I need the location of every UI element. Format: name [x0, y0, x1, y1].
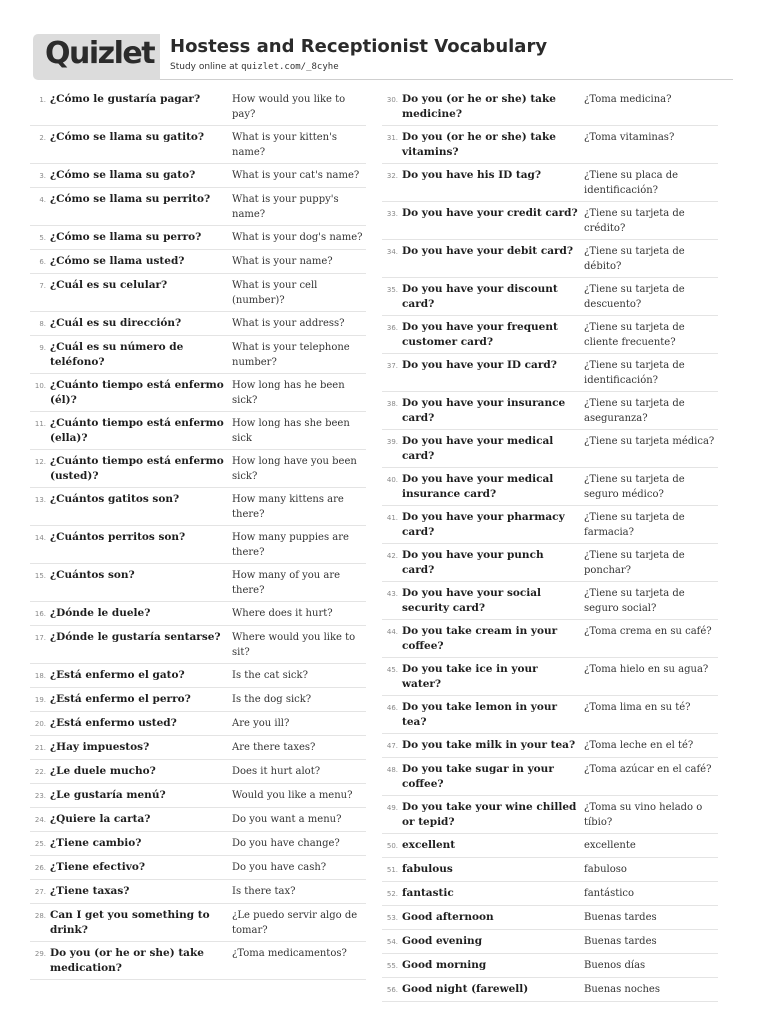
vocab-term: ¿Cuánto tiempo está enfermo (él)?	[50, 379, 224, 406]
vocab-row	[30, 250, 366, 274]
vocab-definition: ¿Toma hielo en su agua?	[584, 664, 709, 675]
item-number: 21.	[34, 744, 46, 752]
item-number: 18.	[34, 672, 46, 680]
vocab-term: Do you (or he or she) take medicine?	[402, 93, 556, 120]
vocab-term: fabulous	[402, 863, 453, 875]
vocab-definition: ¿Toma medicamentos?	[232, 948, 347, 959]
item-number: 38.	[386, 400, 398, 408]
item-number: 53.	[386, 914, 398, 922]
vocab-row	[30, 226, 366, 250]
vocab-term: ¿Está enfermo usted?	[50, 717, 177, 729]
item-number: 55.	[386, 962, 398, 970]
vocab-definition: ¿Toma vitaminas?	[584, 132, 675, 143]
quizlet-logo[interactable]	[33, 34, 160, 80]
vocab-row	[30, 126, 366, 164]
item-number: 12.	[34, 458, 46, 466]
vocab-term: ¿Cómo se llama su gato?	[50, 169, 196, 181]
vocab-row	[30, 942, 366, 980]
item-number: 46.	[386, 704, 398, 712]
vocab-term: ¿Está enfermo el gato?	[50, 669, 185, 681]
item-number: 29.	[34, 950, 46, 958]
vocab-definition: ¿Toma medicina?	[584, 94, 672, 105]
vocab-term: Do you have your discount card?	[402, 283, 558, 310]
vocab-row	[382, 834, 718, 858]
vocab-term: ¿Hay impuestos?	[50, 741, 150, 753]
item-number: 5.	[39, 234, 46, 242]
vocab-term: ¿Cuál es su celular?	[50, 279, 168, 291]
vocab-term: Can I get you something to drink?	[50, 909, 210, 936]
vocab-term: ¿Cuál es su dirección?	[50, 317, 182, 329]
vocab-term: Do you take sugar in your coffee?	[402, 763, 554, 790]
vocab-row	[382, 620, 718, 658]
vocab-definition: fabuloso	[584, 864, 627, 875]
vocab-definition: ¿Tiene su tarjeta de aseguranza?	[584, 398, 685, 424]
vocab-row	[382, 88, 718, 126]
vocab-row	[30, 688, 366, 712]
vocab-definition: ¿Tiene su tarjeta de seguro social?	[584, 588, 685, 614]
vocab-term: ¿Cómo se llama su perrito?	[50, 193, 211, 205]
left-column	[30, 88, 366, 980]
vocab-definition: How many puppies are there?	[232, 532, 349, 558]
vocab-definition: Are you ill?	[232, 718, 290, 729]
vocab-definition: What is your cell (number)?	[232, 280, 318, 306]
vocab-definition: ¿Toma azúcar en el café?	[584, 764, 712, 775]
vocab-definition: ¿Tiene su tarjeta de identificación?	[584, 360, 685, 386]
item-number: 37.	[386, 362, 398, 370]
vocab-definition: Is the cat sick?	[232, 670, 308, 681]
item-number: 11.	[34, 420, 46, 428]
vocab-row	[382, 882, 718, 906]
item-number: 44.	[386, 628, 398, 636]
vocab-definition: ¿Toma crema en su café?	[584, 626, 712, 637]
vocab-row	[30, 712, 366, 736]
vocab-row	[382, 468, 718, 506]
vocab-row	[30, 526, 366, 564]
vocab-row	[30, 336, 366, 374]
item-number: 17.	[34, 634, 46, 642]
vocab-row	[382, 858, 718, 882]
study-url-link[interactable]: quizlet.com/_8cyhe	[241, 62, 339, 72]
vocab-row	[30, 412, 366, 450]
vocab-row	[382, 354, 718, 392]
vocab-row	[382, 392, 718, 430]
header-divider	[160, 79, 733, 80]
vocab-row	[382, 758, 718, 796]
item-number: 54.	[386, 938, 398, 946]
vocab-row	[30, 832, 366, 856]
item-number: 47.	[386, 742, 398, 750]
vocab-term: Good evening	[402, 935, 483, 947]
vocab-term: Do you have your ID card?	[402, 359, 557, 371]
vocab-row	[382, 978, 718, 1002]
item-number: 42.	[386, 552, 398, 560]
vocab-term: ¿Cuánto tiempo está enfermo (usted)?	[50, 455, 224, 482]
vocab-row	[382, 278, 718, 316]
item-number: 16.	[34, 610, 46, 618]
item-number: 39.	[386, 438, 398, 446]
item-number: 50.	[386, 842, 398, 850]
vocab-definition: fantástico	[584, 888, 635, 899]
item-number: 36.	[386, 324, 398, 332]
item-number: 25.	[34, 840, 46, 848]
vocab-row	[30, 88, 366, 126]
vocab-term: ¿Tiene cambio?	[50, 837, 142, 849]
vocab-definition: ¿Tiene su tarjeta de farmacia?	[584, 512, 685, 538]
vocab-term: fantastic	[402, 887, 454, 899]
vocab-term: Do you have your insurance card?	[402, 397, 566, 424]
vocab-term: ¿Cómo le gustaría pagar?	[50, 93, 201, 105]
vocab-definition: Buenas tardes	[584, 912, 657, 923]
vocab-definition: Does it hurt alot?	[232, 766, 321, 777]
vocab-row	[382, 316, 718, 354]
vocab-definition: ¿Tiene su tarjeta de ponchar?	[584, 550, 685, 576]
vocab-definition: Are there taxes?	[232, 742, 316, 753]
vocab-row	[382, 734, 718, 758]
vocab-term: ¿Le duele mucho?	[50, 765, 156, 777]
vocab-row	[30, 784, 366, 808]
vocab-term: ¿Cuántos perritos son?	[50, 531, 186, 543]
vocab-row	[30, 312, 366, 336]
vocab-definition: How long have you been sick?	[232, 456, 357, 482]
vocab-term: Do you have your medical insurance card?	[402, 473, 554, 500]
vocab-row	[382, 796, 718, 834]
vocab-term: ¿Cuál es su número de teléfono?	[50, 341, 184, 368]
vocab-definition: What is your kitten's name?	[232, 132, 337, 158]
vocab-definition: ¿Toma lima en su té?	[584, 702, 691, 713]
vocab-term: ¿Cómo se llama su perro?	[50, 231, 202, 243]
vocab-term: ¿Le gustaría menú?	[50, 789, 166, 801]
vocab-definition: How many of you are there?	[232, 570, 341, 596]
item-number: 33.	[386, 210, 398, 218]
vocab-term: ¿Está enfermo el perro?	[50, 693, 191, 705]
vocab-row	[30, 488, 366, 526]
vocab-term: Do you have your medical card?	[402, 435, 554, 462]
vocab-term: Good morning	[402, 959, 487, 971]
item-number: 41.	[386, 514, 398, 522]
vocab-row	[30, 808, 366, 832]
vocab-row	[382, 202, 718, 240]
vocab-term: excellent	[402, 839, 456, 851]
vocab-row	[30, 626, 366, 664]
item-number: 56.	[386, 986, 398, 994]
item-number: 8.	[39, 320, 46, 328]
vocab-term: Do you (or he or she) take medication?	[50, 947, 204, 974]
item-number: 20.	[34, 720, 46, 728]
vocab-definition: Is the dog sick?	[232, 694, 312, 705]
item-number: 7.	[39, 282, 46, 290]
vocab-term: Do you have your debit card?	[402, 245, 574, 257]
vocab-definition: Buenas noches	[584, 984, 660, 995]
vocab-term: ¿Cuánto tiempo está enfermo (ella)?	[50, 417, 224, 444]
vocab-term: ¿Quiere la carta?	[50, 813, 151, 825]
vocab-term: ¿Cómo se llama usted?	[50, 255, 185, 267]
vocab-definition: Buenos días	[584, 960, 646, 971]
vocab-definition: Would you like a menu?	[232, 790, 353, 801]
vocab-definition: ¿Toma su vino helado o tíbio?	[584, 802, 703, 828]
item-number: 49.	[386, 804, 398, 812]
vocab-row	[30, 564, 366, 602]
vocab-row	[30, 274, 366, 312]
item-number: 48.	[386, 766, 398, 774]
page-title: Hostess and Receptionist Vocabulary	[170, 36, 548, 57]
vocab-row	[382, 430, 718, 468]
vocab-definition: Is there tax?	[232, 886, 296, 897]
vocab-definition: How long has she been sick	[232, 418, 350, 444]
vocab-term: Do you have your frequent customer card?	[402, 321, 558, 348]
vocab-row	[30, 904, 366, 942]
vocab-definition: What is your cat's name?	[232, 170, 360, 181]
vocab-definition: How would you like to pay?	[232, 94, 346, 120]
vocab-term: Good night (farewell)	[402, 983, 529, 995]
vocab-term: Do you have your credit card?	[402, 207, 578, 219]
vocab-definition: ¿Tiene su tarjeta de seguro médico?	[584, 474, 685, 500]
right-column	[382, 88, 718, 1002]
item-number: 15.	[34, 572, 46, 580]
vocab-definition: Buenas tardes	[584, 936, 657, 947]
study-online-line	[170, 62, 339, 72]
vocab-definition: ¿Toma leche en el té?	[584, 740, 694, 751]
item-number: 52.	[386, 890, 398, 898]
vocab-row	[30, 602, 366, 626]
vocab-row	[30, 880, 366, 904]
item-number: 9.	[39, 344, 46, 352]
vocab-definition: ¿Tiene su placa de identificación?	[584, 170, 679, 196]
item-number: 13.	[34, 496, 46, 504]
vocab-definition: ¿Tiene su tarjeta de cliente frecuente?	[584, 322, 685, 348]
vocab-definition: What is your dog's name?	[232, 232, 363, 243]
item-number: 34.	[386, 248, 398, 256]
item-number: 31.	[386, 134, 398, 142]
vocab-definition: Where does it hurt?	[232, 608, 333, 619]
vocab-term: ¿Cuántos son?	[50, 569, 135, 581]
item-number: 28.	[34, 912, 46, 920]
item-number: 4.	[39, 196, 46, 204]
vocab-row	[382, 582, 718, 620]
vocab-definition: ¿Tiene su tarjeta de crédito?	[584, 208, 685, 234]
item-number: 14.	[34, 534, 46, 542]
vocab-definition: Where would you like to sit?	[232, 632, 356, 658]
item-number: 24.	[34, 816, 46, 824]
vocab-row	[30, 164, 366, 188]
item-number: 40.	[386, 476, 398, 484]
vocab-definition: ¿Le puedo servir algo de tomar?	[232, 910, 358, 936]
item-number: 51.	[386, 866, 398, 874]
vocab-definition: ¿Tiene su tarjeta de débito?	[584, 246, 685, 272]
item-number: 30.	[386, 96, 398, 104]
vocab-term: ¿Tiene efectivo?	[50, 861, 145, 873]
vocab-term: Good afternoon	[402, 911, 494, 923]
vocab-definition: What is your telephone number?	[232, 342, 350, 368]
item-number: 43.	[386, 590, 398, 598]
item-number: 10.	[34, 382, 46, 390]
item-number: 32.	[386, 172, 398, 180]
vocab-definition: ¿Tiene su tarjeta de descuento?	[584, 284, 685, 310]
vocab-definition: What is your puppy's name?	[232, 194, 339, 220]
vocab-definition: ¿Tiene su tarjeta médica?	[584, 436, 715, 447]
vocab-term: ¿Cuántos gatitos son?	[50, 493, 180, 505]
vocab-term: Do you have your social security card?	[402, 587, 542, 614]
logo-text: Quizlet	[45, 36, 155, 71]
item-number: 19.	[34, 696, 46, 704]
vocab-row	[382, 506, 718, 544]
vocab-row	[382, 930, 718, 954]
vocab-definition: excellente	[584, 840, 636, 851]
vocab-term: Do you have his ID tag?	[402, 169, 542, 181]
vocab-row	[30, 760, 366, 784]
item-number: 45.	[386, 666, 398, 674]
vocab-row	[30, 664, 366, 688]
vocab-definition: Do you want a menu?	[232, 814, 342, 825]
vocab-definition: What is your name?	[232, 256, 333, 267]
page-header	[33, 34, 733, 80]
item-number: 26.	[34, 864, 46, 872]
item-number: 22.	[34, 768, 46, 776]
vocab-term: ¿Cómo se llama su gatito?	[50, 131, 205, 143]
item-number: 1.	[39, 96, 46, 104]
vocab-term: Do you have your pharmacy card?	[402, 511, 565, 538]
vocab-row	[382, 240, 718, 278]
vocab-row	[382, 906, 718, 930]
item-number: 35.	[386, 286, 398, 294]
vocab-row	[30, 374, 366, 412]
item-number: 23.	[34, 792, 46, 800]
vocab-term: Do you (or he or she) take vitamins?	[402, 131, 556, 158]
vocab-term: Do you take cream in your coffee?	[402, 625, 558, 652]
subtitle-prefix: Study online at	[170, 62, 242, 72]
vocab-definition: What is your address?	[232, 318, 345, 329]
vocab-term: ¿Dónde le gustaría sentarse?	[50, 631, 221, 643]
item-number: 27.	[34, 888, 46, 896]
vocab-row	[30, 736, 366, 760]
vocab-term: Do you take milk in your tea?	[402, 739, 576, 751]
vocab-term: Do you have your punch card?	[402, 549, 544, 576]
vocab-row	[30, 188, 366, 226]
vocab-row	[382, 544, 718, 582]
item-number: 3.	[39, 172, 46, 180]
vocab-row	[382, 658, 718, 696]
vocab-term: ¿Dónde le duele?	[50, 607, 151, 619]
vocab-term: ¿Tiene taxas?	[50, 885, 130, 897]
item-number: 2.	[39, 134, 46, 142]
vocab-row	[30, 450, 366, 488]
vocab-definition: How long has he been sick?	[232, 380, 345, 406]
vocab-row	[382, 954, 718, 978]
vocab-term: Do you take your wine chilled or tepid?	[402, 801, 577, 828]
vocab-row	[382, 126, 718, 164]
vocab-row	[30, 856, 366, 880]
vocab-definition: How many kittens are there?	[232, 494, 344, 520]
vocab-definition: Do you have change?	[232, 838, 340, 849]
vocab-term: Do you take lemon in your tea?	[402, 701, 558, 728]
vocab-row	[382, 164, 718, 202]
vocab-term: Do you take ice in your water?	[402, 663, 538, 690]
vocab-row	[382, 696, 718, 734]
item-number: 6.	[39, 258, 46, 266]
vocab-definition: Do you have cash?	[232, 862, 327, 873]
